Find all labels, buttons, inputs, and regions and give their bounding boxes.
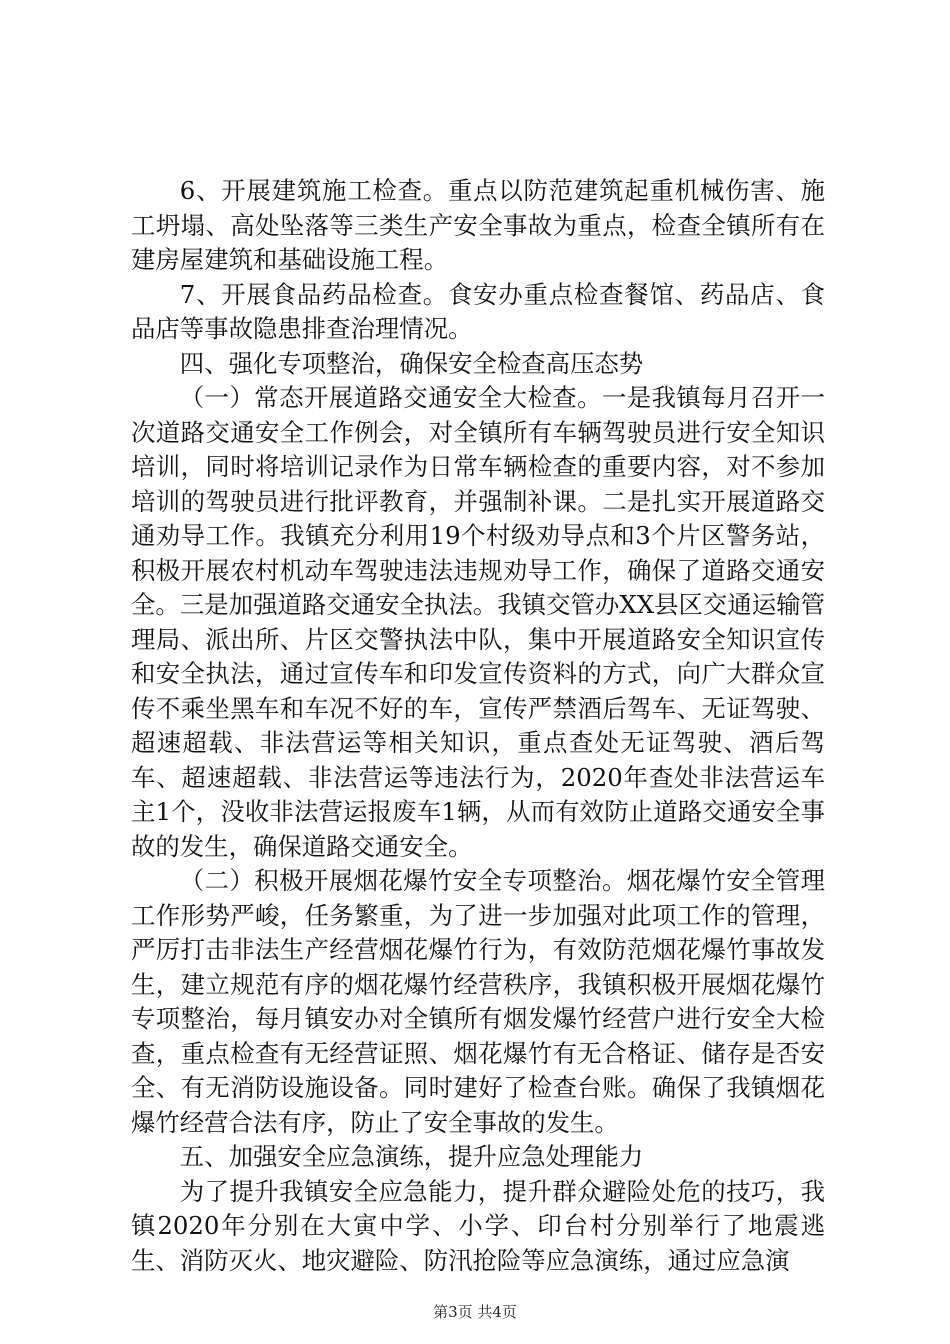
page-footer bbox=[0, 1303, 950, 1321]
section-heading-4: 四、强化专项整治，确保安全检查高压态势 bbox=[179, 348, 644, 378]
section-heading-5: 五、加强安全应急演练，提升应急处理能力 bbox=[179, 1142, 644, 1171]
paragraph-item-6: 6、开展建筑施工检查。重点以防范建筑起重机械伤害、施工坍塌、高处坠落等三类生产安全事故为重点，检查全镇所有在建房屋建筑和基础设施工程。 bbox=[131, 176, 825, 274]
paragraph-item-7: 7、开展食品药品检查。食安办重点检查餐馆、药品店、食品店等事故隐患排查治理情况。 bbox=[131, 279, 825, 343]
paragraph-emergency-drills: 为了提升我镇安全应急能力，提升群众避险处危的技巧，我镇2020年分别在大寅中学、小学、印台村分别举行了地震逃生、消防灭火、地灾避险、防汛抢险等应急演练，通过应急演 bbox=[131, 1176, 825, 1275]
paragraph-fireworks: （二）积极开展烟花爆竹安全专项整治。烟花爆竹安全管理工作形势严峻，任务繁重，为了进一步加强对此项工作的管理，严厉打击非法生产经营烟花爆竹行为，有效防范烟花爆竹事故发生，建立规范有序的烟花爆竹经营秩序，我镇积极开展烟花爆竹专项整治，每月镇安办对全镇所有烟发爆竹经营户进行安全大检查，重点检查有无经营证照、烟花爆竹有无合格证、储存是否安全、有无消防设施设备。同时建好了检查台账。确保了我镇烟花爆竹经营合法有序，防止了安全事故的发生。 bbox=[131, 866, 825, 1137]
paragraph-road-safety: （一）常态开展道路交通安全大检查。一是我镇每月召开一次道路交通安全工作例会，对全镇所有车辆驾驶员进行安全知识培训，同时将培训记录作为日常车辆检查的重要内容，对不参加培训的驾驶员进行批评教育，并强制补课。二是扎实开展道路交通劝导工作。我镇充分利用19个村级劝导点和3个片区警务站，积极开展农村机动车驾驶违法违规劝导工作，确保了道路交通安全。三是加强道路交通安全执法。我镇交管办XX县区交通运输管理局、派出所、片区交警执法中队，集中开展道路安全知识宣传和安全执法，通过宣传车和印发宣传资料的方式，向广大群众宣传不乘坐黑车和车况不好的车，宣传严禁酒后驾车、无证驾驶、超速超载、非法营运等相关知识，重点查处无证驾驶、酒后驾车、超速超载、非法营运等违法行为，2020年查处非法营运车主1个，没收非法营运报废车1辆，从而有效防止道路交通安全事故的发生，确保道路交通安全。 bbox=[131, 383, 825, 861]
page-number: 第3页 共4页 bbox=[433, 1303, 517, 1321]
document-body bbox=[131, 174, 825, 1278]
